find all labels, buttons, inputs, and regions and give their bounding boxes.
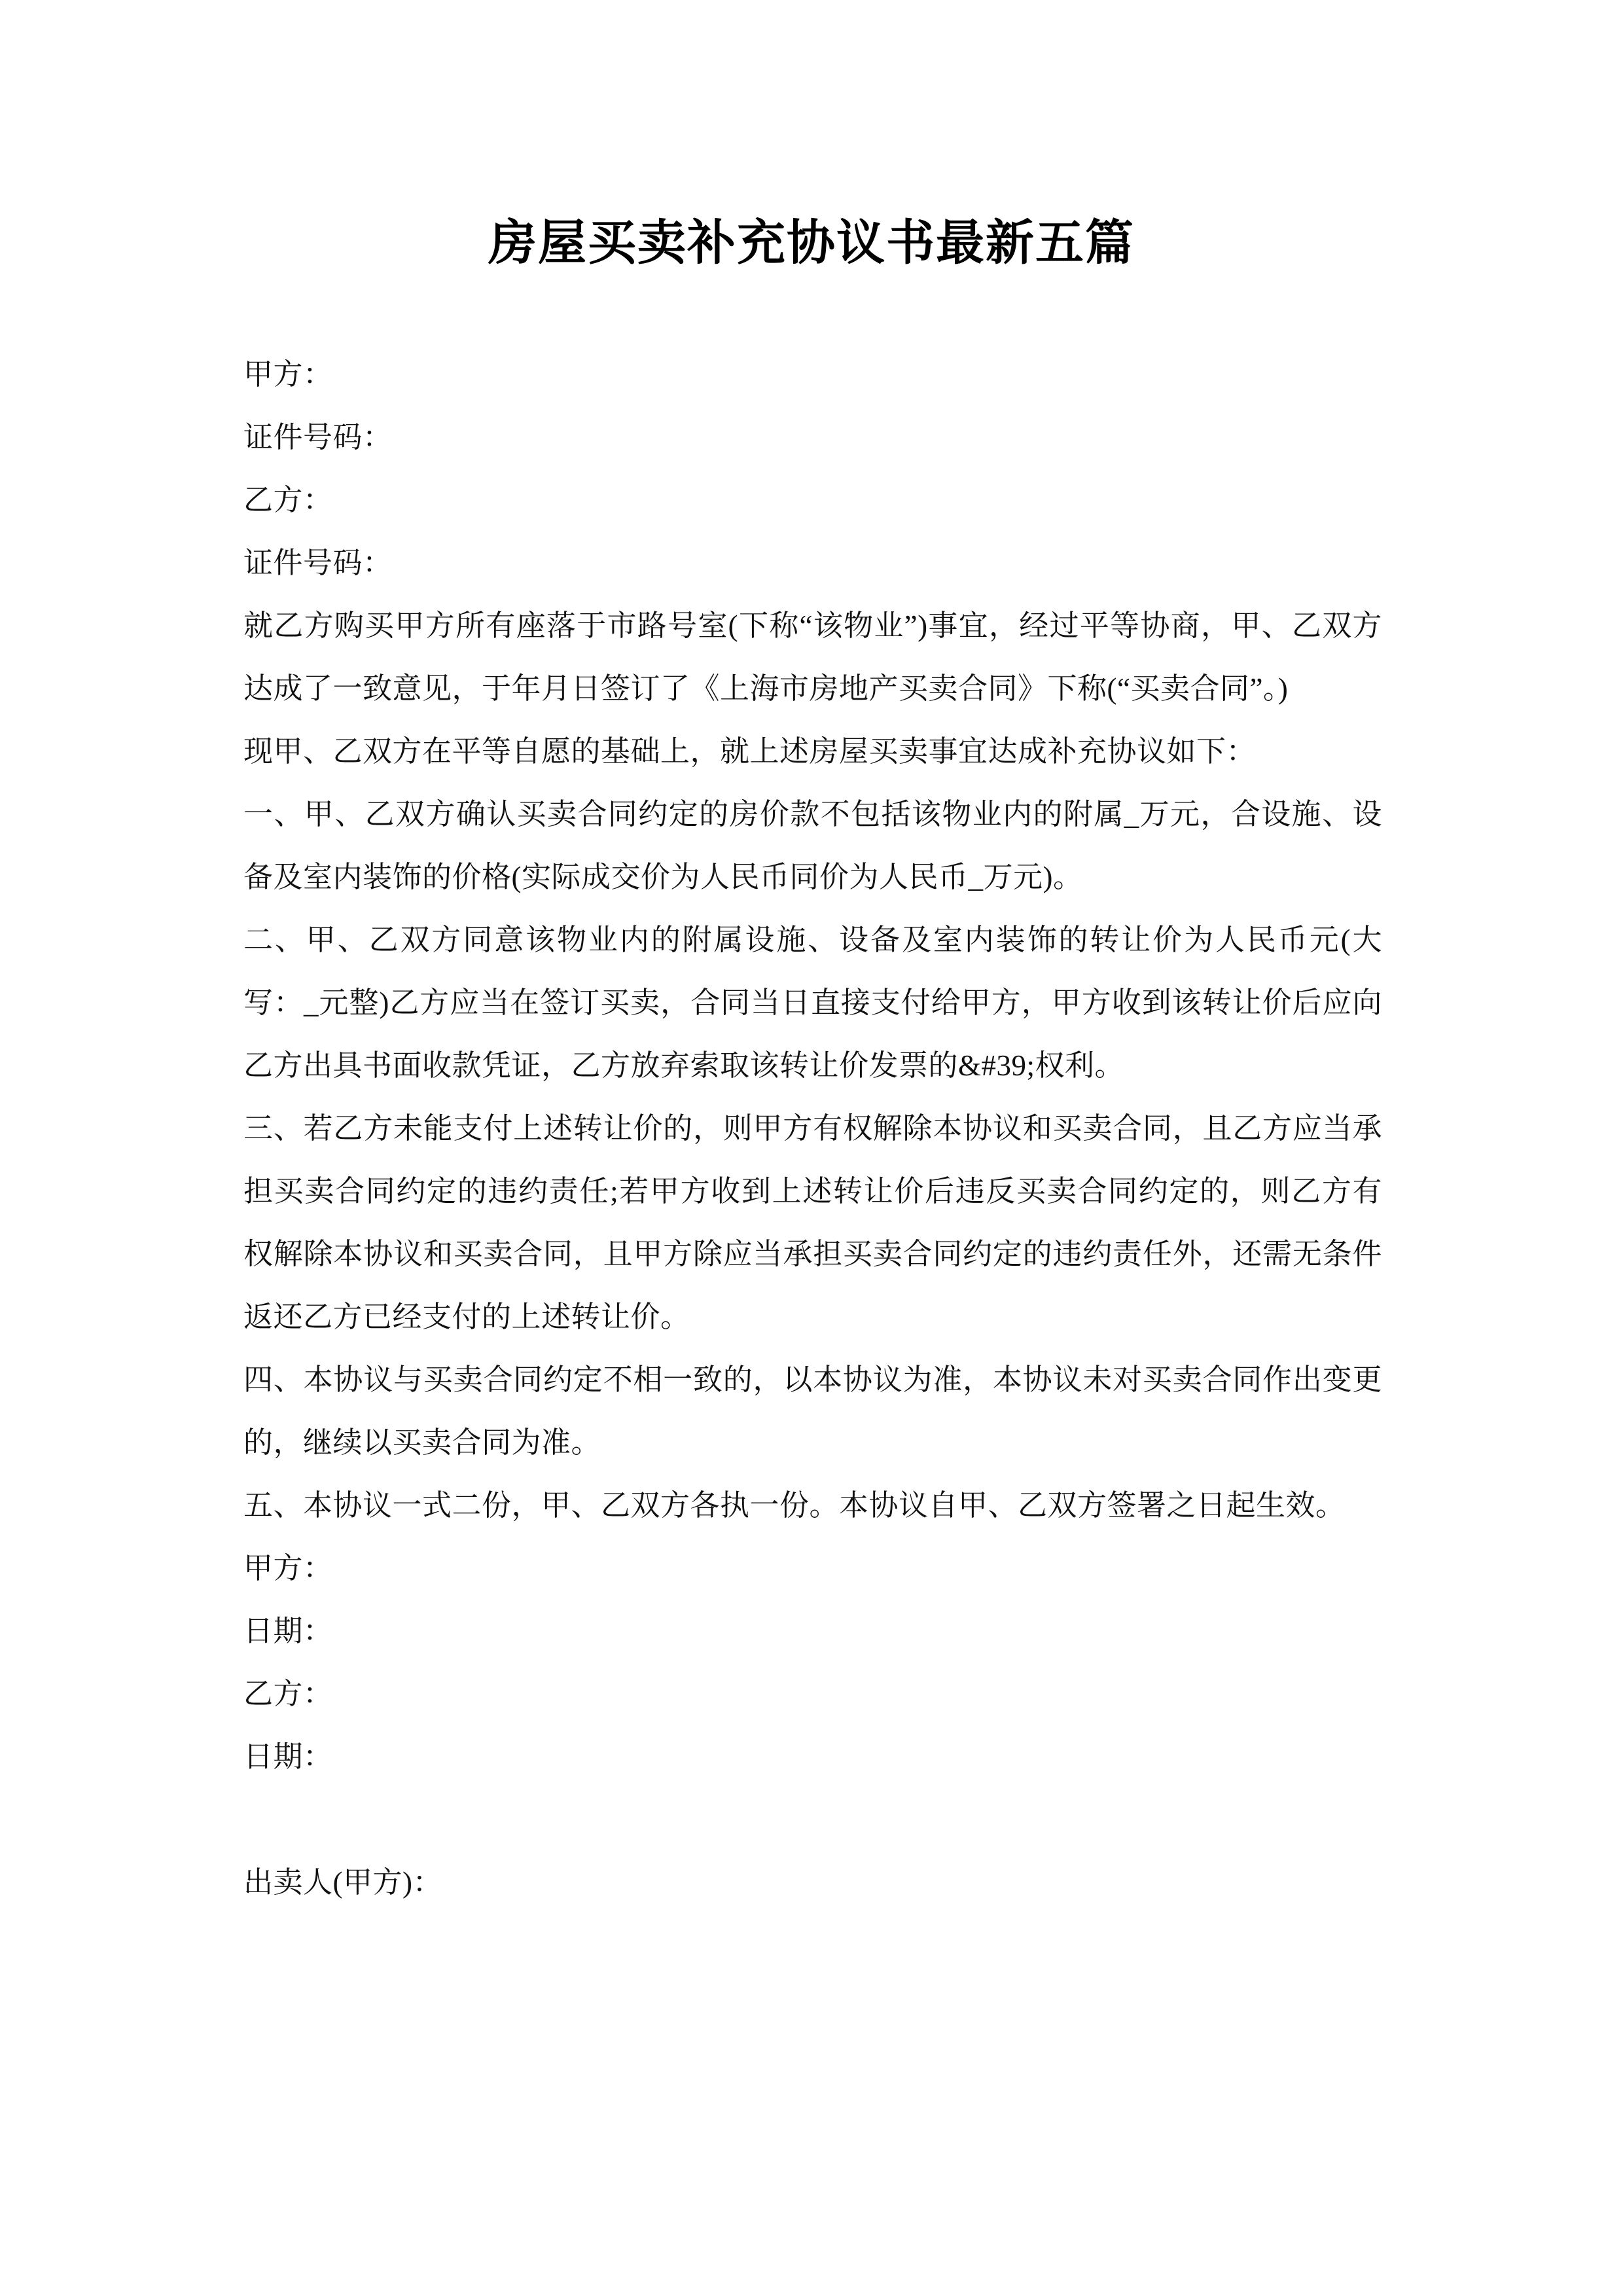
party-label-jiafang: 甲方： — [243, 358, 333, 391]
party-label-jiafang-id: 证件号码： — [243, 421, 393, 454]
seller-label: 出卖人(甲方)： — [243, 1866, 442, 1899]
preamble-paragraph-2: 现甲、乙双方在平等自愿的基础上，就上述房屋买卖事宜达成补充协议如下： — [243, 735, 1257, 768]
party-label-yifang-id: 证件号码： — [243, 547, 393, 579]
party-label-yifang: 乙方： — [243, 484, 333, 516]
clause-item-1: 一、甲、乙双方确认买卖合同约定的房价款不包括该物业内的附属_万元，合设施、设备及室内装饰的价格(实际成交价为人民币同价为人民币_万元)。 — [243, 798, 1382, 893]
signature-label-jiafang-date: 日期： — [243, 1615, 333, 1647]
preamble-paragraph-1: 就乙方购买甲方所有座落于市路号室(下称“该物业”)事宜，经过平等协商，甲、乙双方达成了一致意见，于年月日签订了《上海市房地产买卖合同》下称(“买卖合同”。) — [243, 609, 1382, 705]
clause-item-4: 四、本协议与买卖合同约定不相一致的，以本协议为准，本协议未对买卖合同作出变更的，继续以买卖合同为准。 — [243, 1363, 1382, 1459]
signature-label-jiafang: 甲方： — [243, 1552, 333, 1585]
clause-item-2: 二、甲、乙双方同意该物业内的附属设施、设备及室内装饰的转让价为人民币元(大写：_元整)乙方应当在签订买卖，合同当日直接支付给甲方，甲方收到该转让价后应向乙方出具书面收款凭证，乙方放弃索取该转让价发票的&#39;权利。 — [243, 924, 1382, 1082]
signature-label-yifang: 乙方： — [243, 1677, 333, 1710]
document-body — [243, 343, 1382, 1914]
page-title: 房屋买卖补充协议书最新五篇 — [488, 216, 1135, 270]
signature-label-yifang-date: 日期： — [243, 1740, 333, 1773]
clause-item-3: 三、若乙方未能支付上述转让价的，则甲方有权解除本协议和买卖合同，且乙方应当承担买卖合同约定的违约责任;若甲方收到上述转让价后违反买卖合同约定的，则乙方有权解除本协议和买卖合同，且甲方除应当承担买卖合同约定的违约责任外，还需无条件返还乙方已经支付的上述转让价。 — [243, 1112, 1382, 1333]
clause-item-5: 五、本协议一式二份，甲、乙双方各执一份。本协议自甲、乙双方签署之日起生效。 — [243, 1489, 1346, 1522]
footer-spacer — [243, 1788, 1382, 1851]
